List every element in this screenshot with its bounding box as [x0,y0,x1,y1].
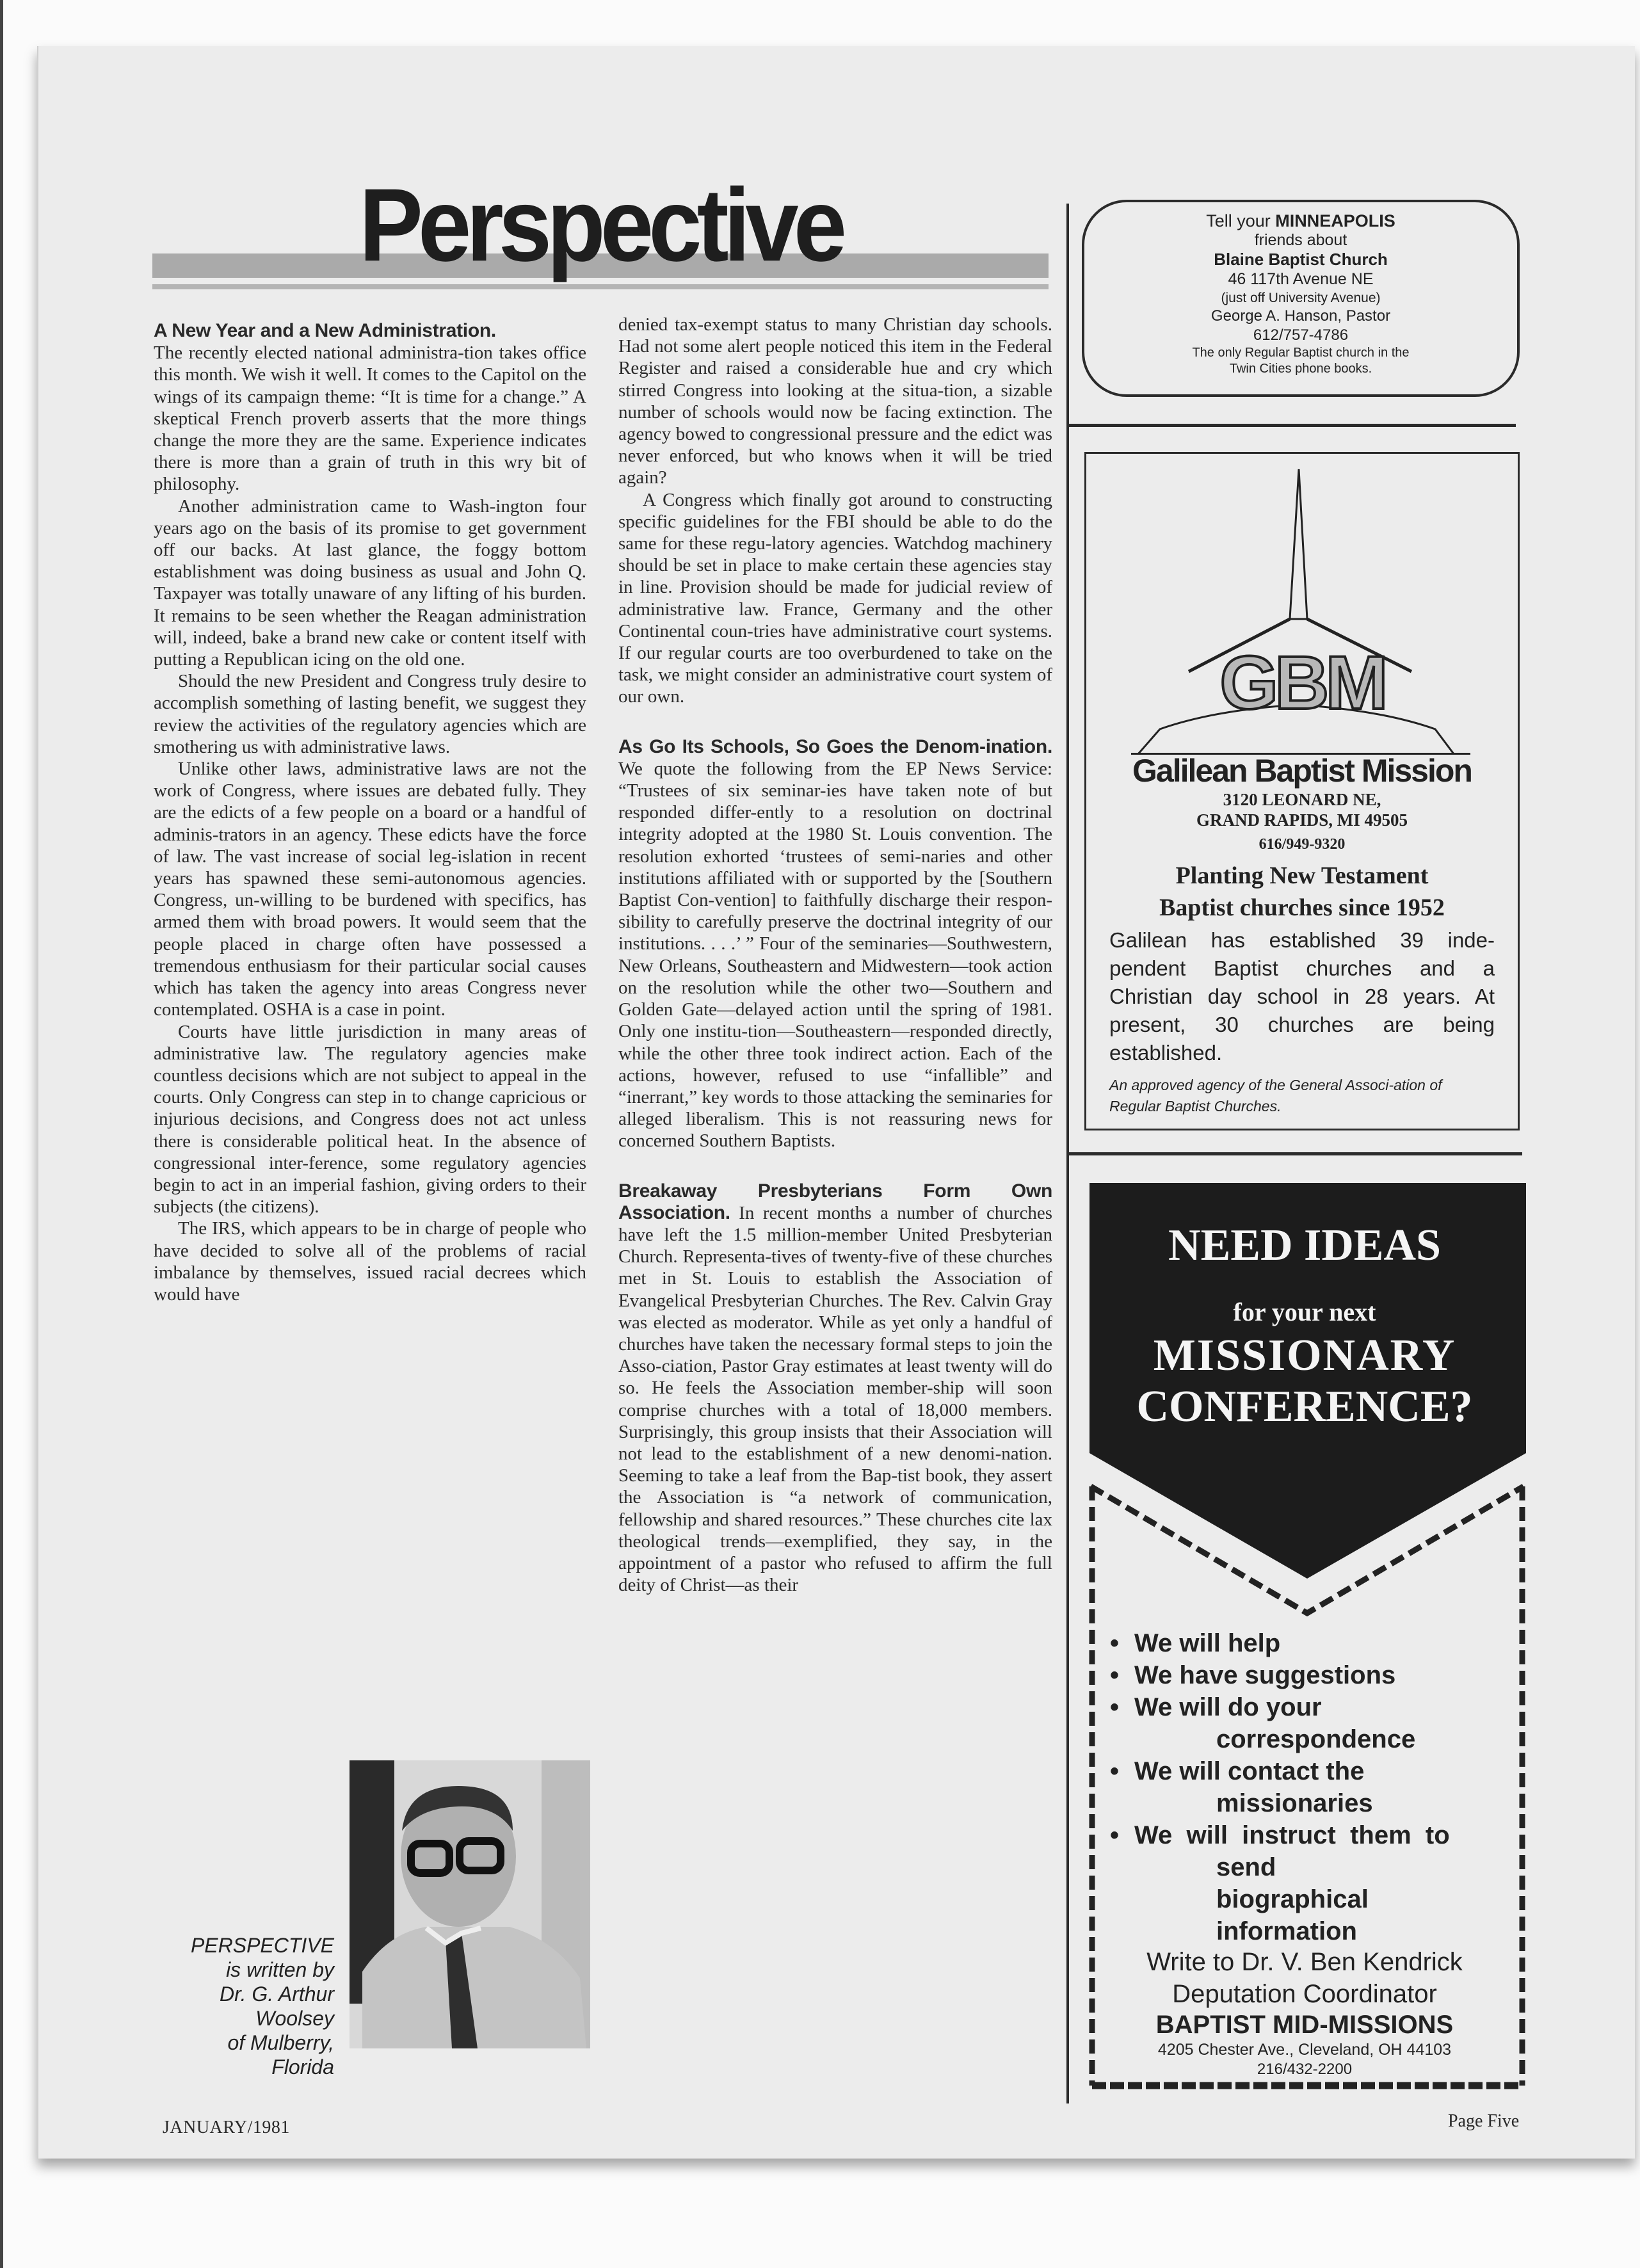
paragraph: In recent months a number of churches have left the 1.5 million-member United Presbyterian Church. Representa-tives of twenty-five of these churches met in St. Louis to establish the Association of Evangelical Presbyterian Churches. The Rev. Calvin Gray was elected as moderator. While as yet only a handful of churches have taken the necessary formal steps to join the Asso-ciation, Pastor Gray estimates at least twenty will do so. He feels the Association member-ship will soon comprise churches with a total of 18,000 members. Surprisingly, this group insists that their Association will not lead to the establishment of a new denomi-nation. Seeming to take a leaf from the Bap-tist book, they assert the Association is “a network of communication, fellowship and shared resources.” These churches cite lax theological trends—exemplified, they say, in the appointment of a pastor who refused to affirm the full deity of Christ—as their [618,1202,1052,1596]
mission-name-left: Galilean [1132,753,1247,789]
ad-headline: NEED IDEAS [1168,1221,1441,1270]
mission-name [1086,752,1518,789]
ad-text: Tell your [1206,211,1276,230]
item-text-cont: missionaries [1216,1789,1373,1817]
author-byline [154,1933,334,2079]
masthead [152,166,1049,312]
byline-line: of Mulberry, [227,2031,334,2054]
section-heading: A New Year and a New Administration. [154,320,496,341]
bullet-icon: • [1110,1757,1120,1785]
ad-headline: CONFERENCE? [1136,1382,1473,1431]
section-gap [618,1152,1052,1180]
paragraph: denied tax-exempt status to many Christian day schools. Had not some alert people noticed this item in the Federal Register and raised a considerable hue and cry which stirred Congress into looking at the situa-tion, a sizable number of schools would now be facing extinction. The agency bowed to congressional pressure and the edict was never enforced, but who knows when it will be tried again? [618,314,1052,488]
article-section-2 [618,736,1052,1152]
article-column-1 [154,320,586,1305]
ad-baptist-mid-missions [1082,1171,1530,2093]
gbm-logo [1086,454,1518,755]
ad-subheadline: for your next [1233,1298,1376,1326]
bullet-icon: • [1110,1693,1120,1721]
mission-city: GRAND RAPIDS, MI 49505 [1196,810,1408,830]
mission-tagline [1086,860,1518,924]
section-gap [618,708,1052,736]
scan-edge [0,0,3,2268]
section-heading: As Go Its Schools, So Goes the Denom-ination. [618,736,1052,757]
paragraph: Unlike other laws, administrative laws are not the work of Congress, where issues are debated fully. They are the edicts of a few people on a board or a handful of adminis-trators in an agency. These edicts have the force of law. The vast increase of social leg-islation in recent years has spawned these semi-autonomous agencies. Congress, un-willing to be burdened with specifics, has armed them with broad powers. It would seem that the people placed in charge often have possessed a tremendous enthusiasm for their particular social causes which has taken the agency into areas Congress never contemplated. OSHA is a case in point. [154,759,586,1020]
church-name: Blaine Baptist Church [1214,250,1388,269]
ad-city: MINNEAPOLIS [1275,211,1395,230]
tagline-line: Baptist churches since 1952 [1159,894,1445,921]
byline-line: Woolsey [255,2007,334,2030]
item-text: We will do your [1134,1693,1322,1721]
masthead-rule [152,284,1049,289]
list-item [1110,1659,1507,1691]
tagline-line: Planting New Testament [1175,862,1429,889]
page-number: Page Five [1448,2111,1520,2131]
org-phone: 216/432-2200 [1257,2061,1353,2078]
article-section-3 [618,1180,1052,1596]
item-text-cont: correspondence [1216,1725,1416,1753]
paragraph: We quote the following from the EP News Service: “Trustees of six seminar-ies have taken note of but responded differ-ently to a resolution on doctrinal integrity adopted at the 1980 St. Louis convention. The resolution exhorted ‘trustees of semi-naries and other institutions affiliated with or supported by the [Southern Baptist Con-vention] to faithfully discharge their respon-sibility to carefully preserve the doctrinal integrity of our institutions. . . .’ ” Four of the seminaries—Southwestern, New Orleans, Southeastern and Midwestern—took action on the resolution while the other two—Southern and Golden Gate—delayed action until the spring of 1981. Only one institu-tion—Southeastern—responded directly, while the other three took indirect action. Each of the actions, however, refused to use “infallible” and “inerrant,” key words to those attacking the seminaries for alleged liberalism. This is not reassuring news for concerned Southern Baptists. [618,758,1052,1152]
ad-divider [1068,1152,1522,1155]
byline-line: Florida [271,2055,334,2079]
mission-phone: 616/949-9320 [1258,836,1346,853]
mission-name-right: Baptist Mission [1254,753,1472,789]
ad-tagline: The only Regular Baptist church in the [1192,346,1410,360]
services-list [1110,1627,1507,1947]
church-steeple-icon [1086,454,1518,755]
paragraph: The recently elected national administra-tion takes office this month. We wish it well. It comes to the Capitol on the wings of its campaign theme: “It is time for a change.” A skeptical French proverb asserts that the more things change the more they are the same. Experience indicates there is more than a grain of truth in this wry bit of philosophy. [154,342,586,495]
list-item [1110,1691,1507,1755]
bullet-icon: • [1110,1629,1120,1657]
paragraph: The IRS, which appears to be in charge of people who have decided to solve all of the problems of racial imbalance by themselves, issued racial decrees which would have [154,1218,586,1305]
portrait-image [350,1760,590,2048]
paragraph: Another administration came to Wash-ington four years ago on the basis of its promise to get government off our backs. At last glance, the foggy bottom establishment was doing business as usual and John Q. Taxpayer was totally unaware of any lifting of his burden. It remains to be seen whether the Reagan administration will, indeed, bake a brand new cake or content itself with putting a Republican icing on the old one. [154,495,586,670]
ad-galilean-baptist-mission [1084,452,1520,1130]
org-name: BAPTIST MID-MISSIONS [1155,2011,1454,2039]
ad-line: friends about [1254,231,1347,249]
paragraph: Courts have little jurisdiction in many areas of administrative law. The regulatory agencies make countless decisions which are not subject to appeal in the courts. Only Congress can step in to change capricious or injurious decisions, and Congress does not act unless there is considerable political heat. In the absence of congressional inter-ference, some regulatory agencies begin to act in an imperial fashion, giving orders to their subjects (the citizens). [154,1021,586,1218]
paragraph: A Congress which finally got around to constructing specific guidelines for the FBI should be able to do the same for these regu-latory agencies. Watchdog machinery should be set in place to make certain these agencies stay in line. Provision should be made for judicial review of administrative law. France, Germany and the other Continental coun-tries have administrative court systems. If our regular courts are too overburdened to take on the task, we might consider an administrative court system of our own. [618,489,1052,707]
article-column-2 [618,314,1052,1596]
page-title: Perspective [358,166,842,283]
mission-approval-note: An approved agency of the General Associ-ation of Regular Baptist Churches. [1109,1077,1442,1114]
list-item [1110,1627,1507,1659]
ad-headline: MISSIONARY [1153,1331,1456,1380]
paragraph: Should the new President and Congress truly desire to accomplish something of lasting benefit, we suggest they review the activities of the regulatory agencies which are smothering us with administrative laws. [154,671,586,757]
contact-line: Write to Dr. V. Ben Kendrick [1146,1948,1463,1976]
list-item [1110,1819,1507,1947]
byline-line: Dr. G. Arthur [220,1982,334,2006]
author-photo [350,1760,590,2048]
ad-line [1084,211,1517,231]
article-section-1 [154,320,586,495]
pastor-name: George A. Hanson, Pastor [1210,307,1391,325]
bullet-icon: • [1110,1821,1120,1849]
byline-line: is written by [226,1958,334,1981]
mission-description: Galilean has established 39 inde-pendent Baptist churches and a Christian day school in 28 years. At present, 30 churches are being established. [1109,928,1495,1065]
ad-tagline: Twin Cities phone books. [1229,362,1372,376]
bullet-icon: • [1110,1661,1120,1689]
church-phone: 612/757-4786 [1253,326,1349,344]
address-note: (just off University Avenue) [1221,291,1381,305]
section-heading: Breakaway Presbyterians Form Own Association. [618,1180,1052,1223]
byline-line: PERSPECTIVE [190,1934,334,1957]
church-address: 46 117th Avenue NE [1228,270,1374,288]
item-text: We will help [1134,1629,1281,1657]
item-text: We have suggestions [1134,1661,1396,1689]
contact-title: Deputation Coordinator [1172,1980,1437,2008]
ad-divider [1068,424,1516,427]
item-text: We will instruct them to [1134,1821,1450,1849]
ad-blaine-baptist [1082,200,1520,397]
org-address: 4205 Chester Ave., Cleveland, OH 44103 [1157,2041,1452,2059]
item-text: We will contact the [1134,1757,1365,1785]
contact-block [1093,1946,1516,2079]
item-text-cont: send biographical information [1216,1853,1369,1945]
list-item [1110,1755,1507,1819]
gbm-letters: GBM [1219,641,1385,725]
issue-date: JANUARY/1981 [163,2118,290,2137]
mission-address: 3120 LEONARD NE, [1223,790,1381,809]
